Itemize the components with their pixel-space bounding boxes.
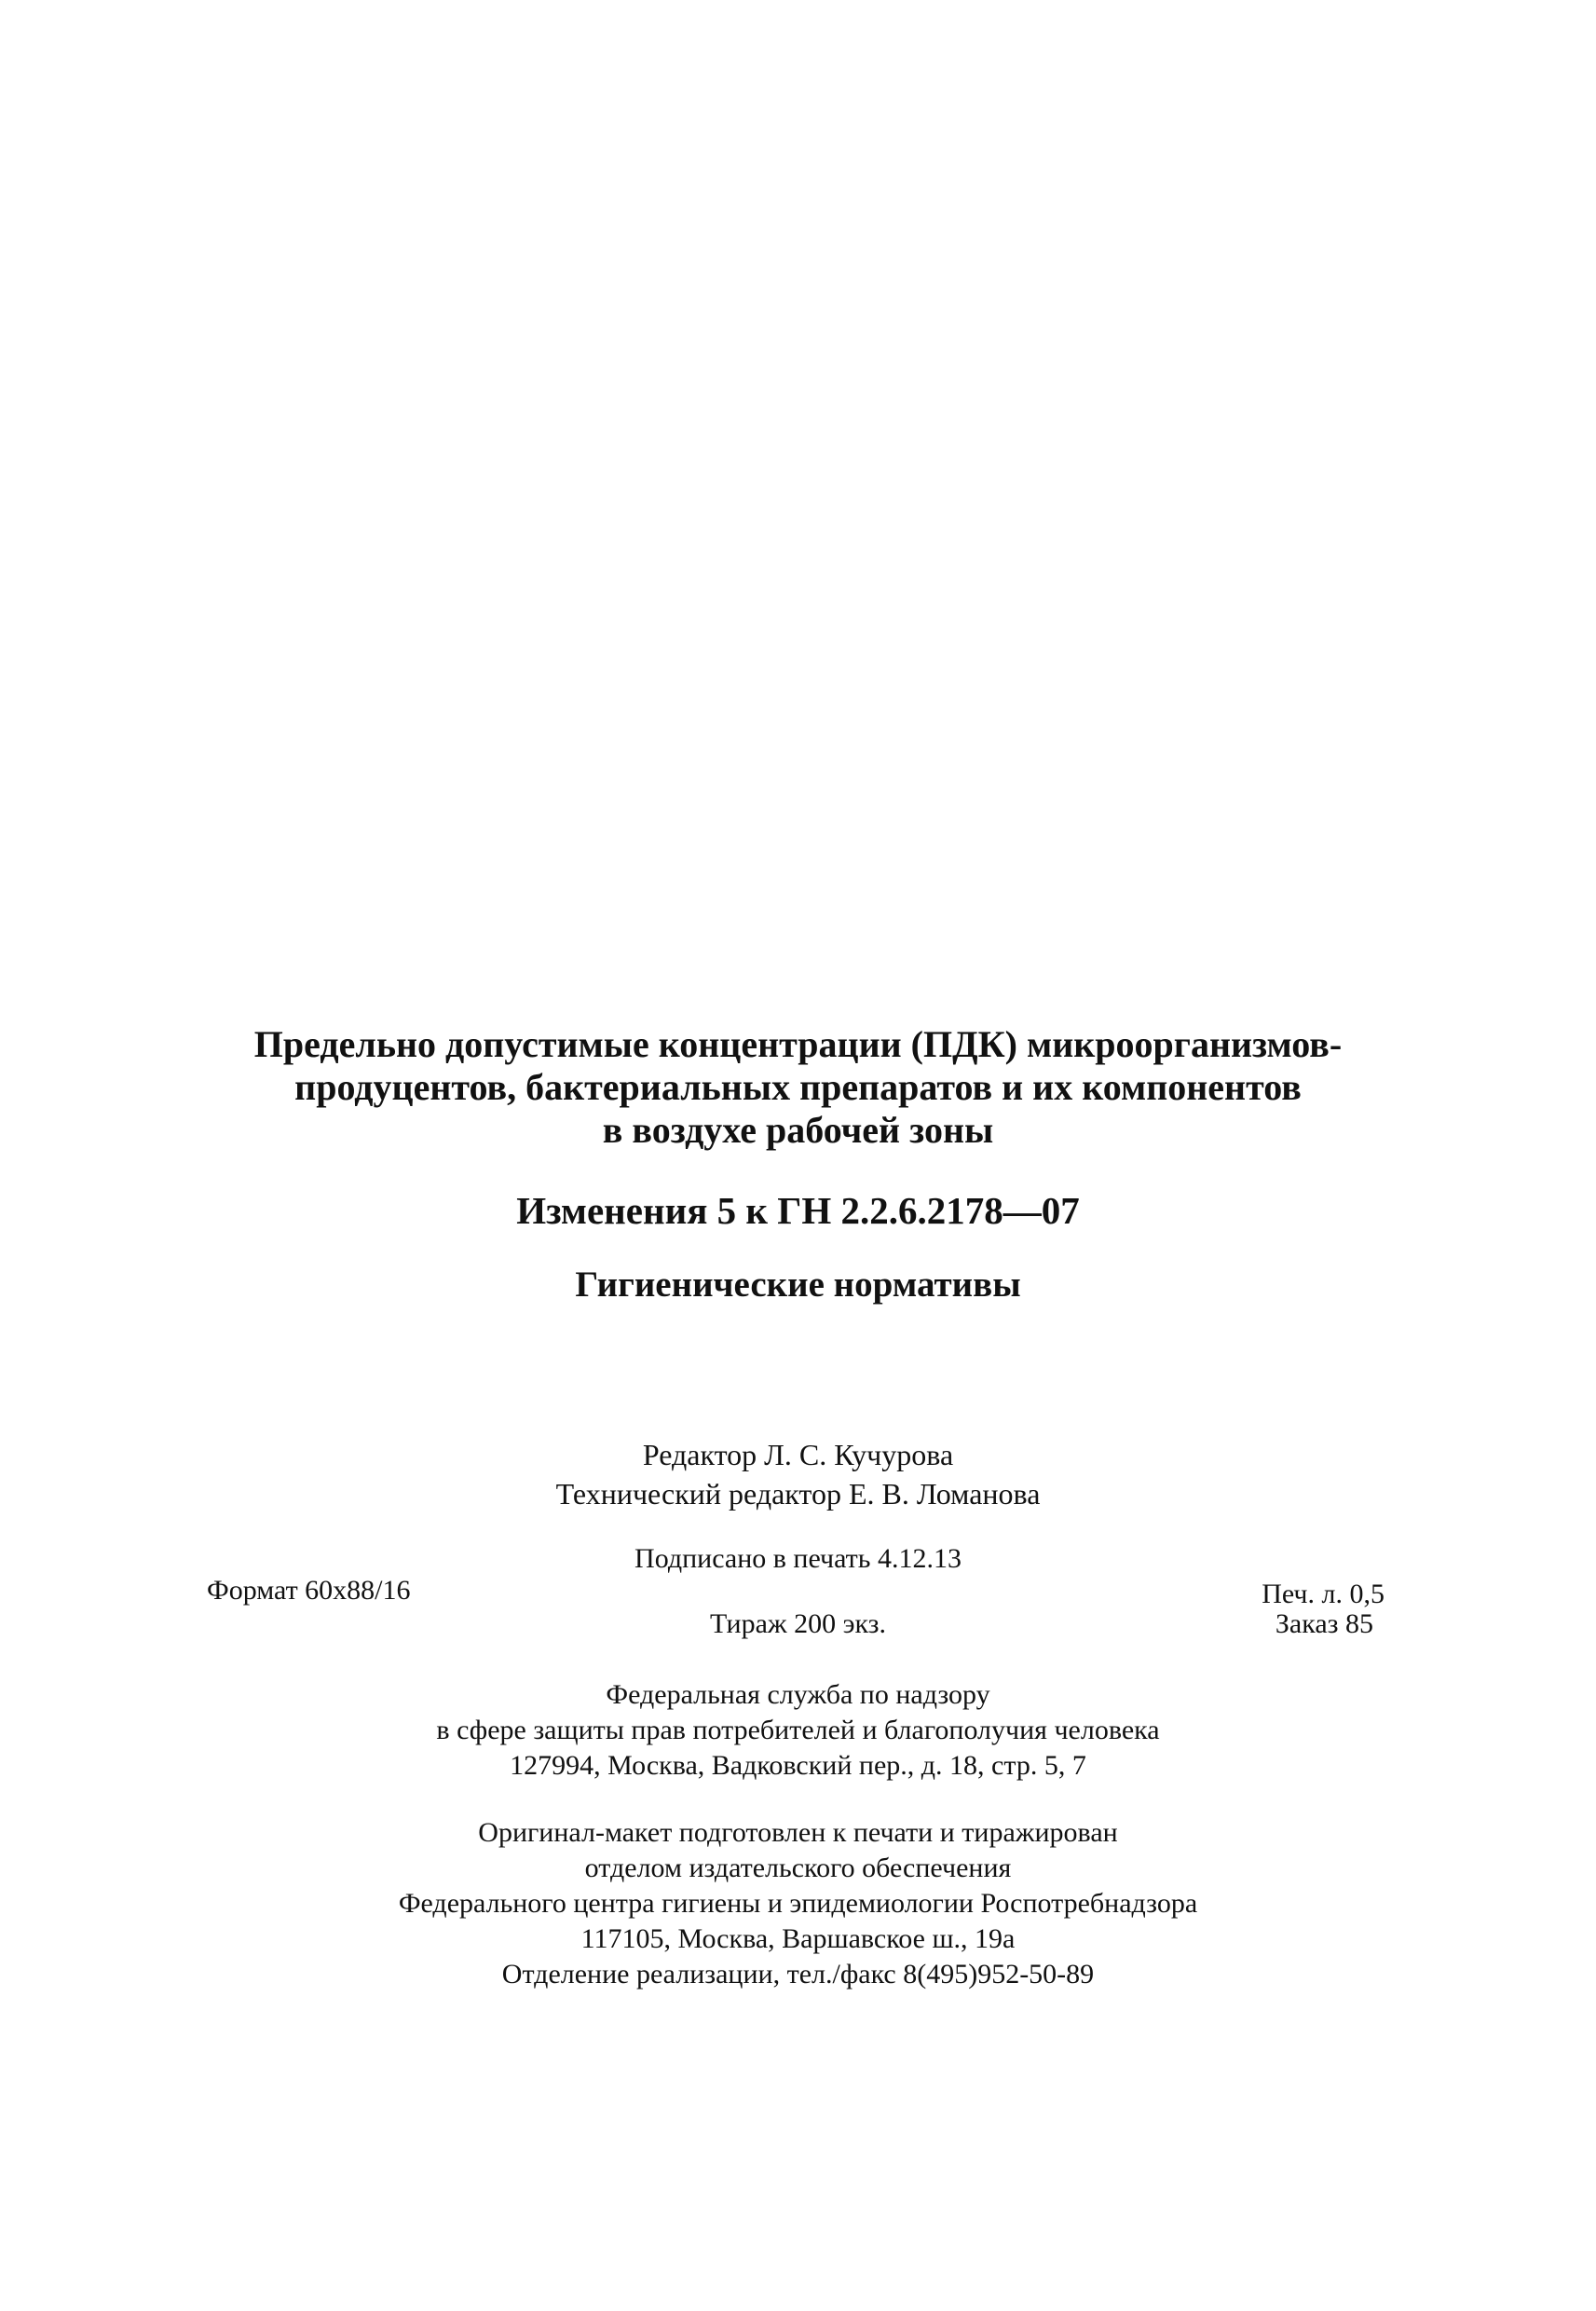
- editors-block: [0, 1435, 1596, 1513]
- print-sheets: Печ. л. 0,5: [1262, 1579, 1385, 1609]
- changes-heading: Изменения 5 к ГН 2.2.6.2178—07: [516, 1189, 1080, 1232]
- producer-block: [0, 1815, 1596, 1992]
- publisher-block: [0, 1677, 1596, 1784]
- norms-heading: Гигиенические нормативы: [575, 1265, 1021, 1305]
- producer-line: Федерального центра гигиены и эпидемиологии Роспотребнадзора: [398, 1888, 1198, 1919]
- publisher-address: 127994, Москва, Вадковский пер., д. 18, стр. 5, 7: [510, 1750, 1086, 1781]
- publisher-line: в сфере защиты прав потребителей и благополучия человека: [436, 1715, 1160, 1745]
- document-title: [0, 1023, 1596, 1152]
- tech-editor-line: Технический редактор Е. В. Ломанова: [555, 1477, 1041, 1511]
- paper-format: Формат 60x88/16: [207, 1575, 411, 1606]
- producer-line: отделом издательского обеспечения: [584, 1853, 1012, 1883]
- print-run: Тираж 200 экз.: [709, 1608, 887, 1639]
- signed-date: Подписано в печать 4.12.13: [634, 1543, 962, 1574]
- producer-phone: Отделение реализации, тел./факс 8(495)952-50-89: [501, 1959, 1095, 1990]
- producer-address: 117105, Москва, Варшавское ш., 19а: [580, 1923, 1016, 1954]
- publisher-line: Федеральная служба по надзору: [606, 1679, 990, 1710]
- producer-line: Оригинал-макет подготовлен к печати и тиражирован: [478, 1817, 1118, 1848]
- order-number: Заказ 85: [1275, 1608, 1373, 1639]
- title-line: в воздухе рабочей зоны: [602, 1109, 994, 1151]
- editor-line: Редактор Л. С. Кучурова: [642, 1438, 954, 1471]
- title-line: Предельно допустимые концентрации (ПДК) микроорганизмов-: [253, 1023, 1343, 1065]
- title-line: продуцентов, бактериальных препаратов и их компонентов: [294, 1066, 1302, 1108]
